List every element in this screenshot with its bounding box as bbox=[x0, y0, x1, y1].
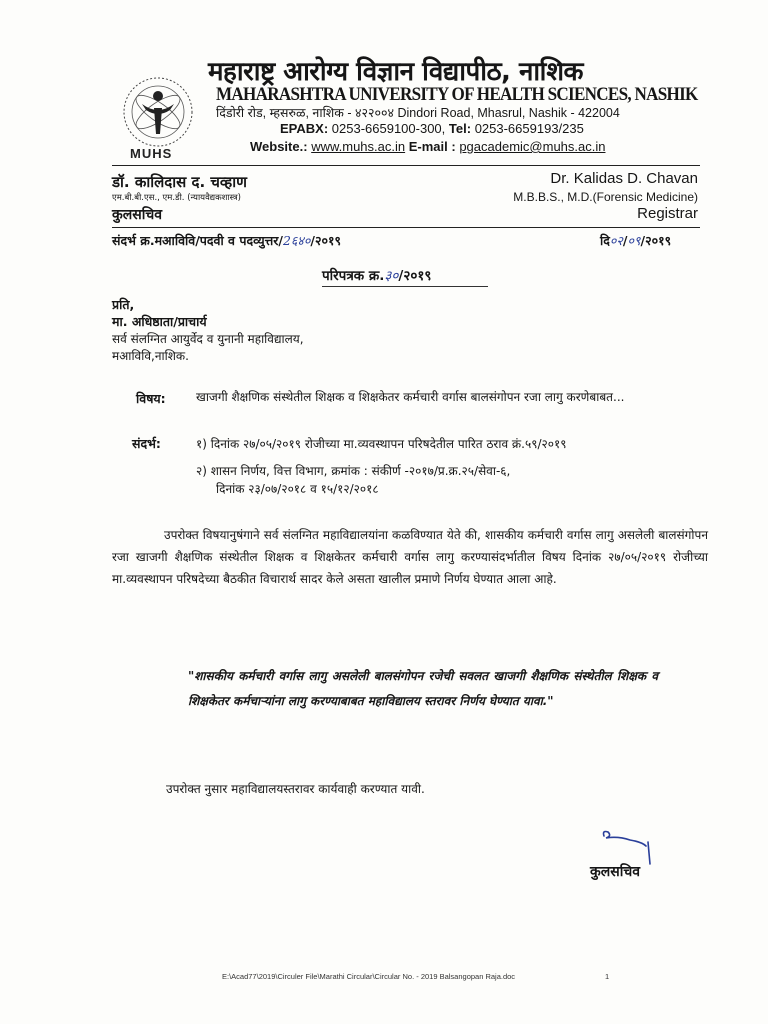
signature-title: कुलसचिव bbox=[590, 864, 641, 880]
email-link[interactable]: pgacademic@muhs.ac.in bbox=[459, 139, 606, 154]
website-label: Website.: bbox=[250, 139, 308, 154]
closing-line: उपरोक्त नुसार महाविद्यालयस्तरावर कार्यवाही करण्यात यावी. bbox=[166, 782, 425, 796]
header-divider-top bbox=[112, 165, 700, 166]
circular-suffix: /२०१९ bbox=[398, 268, 432, 284]
tel-label: Tel: bbox=[448, 121, 472, 136]
subject-text: खाजगी शैक्षणिक संस्थेतील शिक्षक व शिक्षकेतर कर्मचारी वर्गास बालसंगोपन रजा लागु करणेबाबत... bbox=[196, 390, 625, 404]
circular-number bbox=[322, 266, 431, 284]
officer-degree-marathi: एम.बी.बी.एस., एम.डी. (न्यायवैद्यकशास्त्र) bbox=[112, 193, 241, 203]
university-address: दिंडोरी रोड, म्हसरुळ, नाशिक - ४२२००४ Dindori Road, Mhasrul, Nashik - 422004 bbox=[216, 106, 620, 120]
date-month: ०९ bbox=[627, 233, 641, 248]
references-label: संदर्भ: bbox=[132, 436, 161, 451]
page-number: 1 bbox=[605, 972, 610, 981]
subject-label: विषय: bbox=[136, 391, 166, 406]
circular-handwritten-number: ३० bbox=[384, 268, 399, 284]
circular-underline bbox=[322, 286, 488, 287]
circular-prefix: परिपत्रक क्र. bbox=[322, 268, 385, 284]
reference-item-1: १) दिनांक २७/०५/२०१९ रोजीच्या मा.व्यवस्थापन परिषदेतील पारित ठराव क्रं.५९/२०१९ bbox=[196, 437, 567, 451]
officer-title-english: Registrar bbox=[637, 205, 698, 222]
reference-suffix: /२०१९ bbox=[310, 233, 341, 248]
reference-item-2-continued: दिनांक २३/०७/२०१८ व १५/१२/२०१८ bbox=[216, 482, 379, 496]
email-label: E-mail : bbox=[408, 139, 456, 154]
tel-number: 0253-6659193/235 bbox=[474, 121, 584, 136]
university-name-english: MAHARASHTRA UNIVERSITY OF HEALTH SCIENCES, NASHIK bbox=[216, 84, 698, 105]
logo-caption: MUHS bbox=[130, 146, 173, 161]
officer-name-english: Dr. Kalidas D. Chavan bbox=[550, 170, 698, 187]
reference-number bbox=[112, 232, 341, 249]
website-link[interactable]: www.muhs.ac.in bbox=[311, 139, 406, 154]
recipient-line-4: मआविवि,नाशिक. bbox=[112, 349, 189, 363]
phone-line bbox=[280, 121, 584, 136]
contact-line bbox=[250, 139, 605, 154]
recipient-line-3: सर्व संलग्नित आयुर्वेद व युनानी महाविद्यालय, bbox=[112, 332, 304, 346]
date-day: ०२ bbox=[609, 233, 623, 248]
date-prefix: दि bbox=[600, 233, 610, 248]
officer-degree-english: M.B.B.S., M.D.(Forensic Medicine) bbox=[513, 190, 698, 204]
officer-name-marathi: डॉ. कालिदास द. चव्हाण bbox=[112, 173, 247, 191]
footer-file-path: E:\Acad77\2019\Circuler File\Marathi Circular\Circular No. - 2019 Balsangopan Raja.doc bbox=[222, 972, 516, 981]
reference-item-2: २) शासन निर्णय, वित्त विभाग, क्रमांक : संकीर्ण -२०१७/प्र.क्र.२५/सेवा-६, bbox=[196, 464, 511, 478]
recipient-line-2: मा. अधिष्ठाता/प्राचार्य bbox=[112, 314, 207, 329]
letter-date bbox=[600, 232, 671, 249]
epabx-label: EPABX: bbox=[280, 121, 329, 136]
date-separator: / bbox=[622, 233, 628, 248]
university-name-marathi: महाराष्ट्र आरोग्य विज्ञान विद्यापीठ, नाशिक bbox=[208, 57, 584, 87]
body-paragraph: उपरोक्त विषयानुषंगाने सर्व संलग्नित महाविद्यालयांना कळविण्यात येते की, शासकीय कर्मचारी वर्गास लागु असलेली बालसंगोपन रजा खाजगी शैक्षणिक संस्थेतील शिक्षक व शिक्षकेतर कर्मचारी वर्गास लागु करण्यासंदर्भातील विषय दिनांक २७/०५/२०१९ रोजीच्या मा.व्यवस्थापन परिषदेच्या बैठकीत विचारार्थ सादर केले असता खालील प्रमाणे निर्णय घेण्यात आला आहे. bbox=[112, 528, 708, 586]
recipient-line-1: प्रति, bbox=[112, 297, 135, 312]
decision-quote: "शासकीय कर्मचारी वर्गास लागु असलेली बालसंगोपन रजेची सवलत खाजगी शैक्षणिक संस्थेतील शिक्षक व शिक्षकेतर कर्मचाऱ्यांना लागु करण्याबाबत महाविद्यालय स्तरावर निर्णय घेण्यात यावा." bbox=[188, 669, 658, 708]
date-year: /२०१९ bbox=[640, 233, 672, 248]
officer-title-marathi: कुलसचिव bbox=[112, 207, 163, 223]
reference-prefix: संदर्भ क्र.मआविवि/पदवी व पदव्युत्तर/ bbox=[112, 233, 283, 248]
header-divider-bottom bbox=[112, 227, 700, 228]
epabx-number: 0253-6659100-300, bbox=[331, 121, 446, 136]
reference-handwritten-number: 2६४० bbox=[282, 233, 311, 248]
